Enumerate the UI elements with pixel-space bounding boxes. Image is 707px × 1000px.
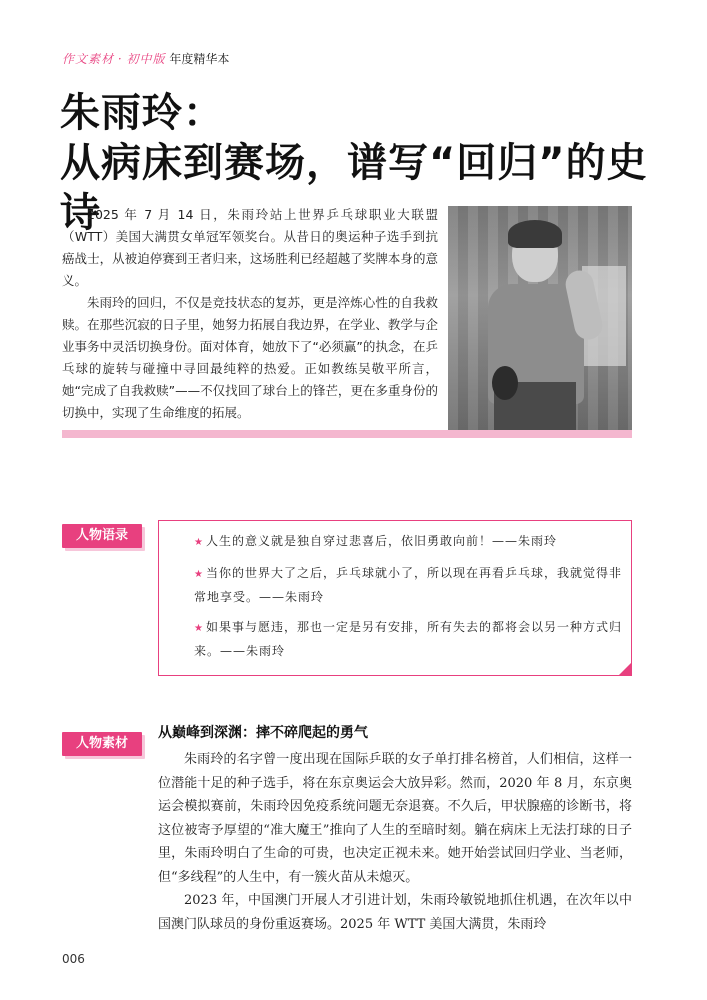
- quotes-section-tag: 人物语录: [62, 524, 142, 548]
- photo-paddle: [492, 366, 518, 400]
- body-paragraph-2: 2023 年，中国澳门开展人才引进计划，朱雨玲敏锐地抓住机遇，在次年以中国澳门队球员的身份重返赛场。2025 年 WTT 美国大满贯，朱雨玲: [158, 893, 632, 932]
- athlete-photo: [448, 206, 632, 430]
- intro-paragraph-2: 朱雨玲的回归，不仅是竞技状态的复苏，更是淬炼心性的自我救赎。在那些沉寂的日子里，她努力拓展自我边界，在学业、教学与企业事务中灵活切换身份。面对体育，她放下了“必须赢”的执念，在乒乓球的旋转与碰撞中寻回最纯粹的热爱。正如教练吴敬平所言，她“完成了自我救赎”——不仅找回了球台上的锋芒，更在多重身份的切换中，实现了生命维度的拓展。: [62, 295, 438, 420]
- issue-subtitle: 年度精华本: [169, 52, 230, 66]
- material-section-heading: 从巅峰到深渊：摔不碎爬起的勇气: [158, 725, 368, 741]
- body-paragraph-1: 朱雨玲的名字曾一度出现在国际乒联的女子单打排名榜首，人们相信，这样一位潜能十足的种子选手，将在东京奥运会大放异彩。然而，2020 年 8 月，东京奥运会模拟赛前，朱雨玲因免疫系统问题无奈退赛。不久后，甲状腺癌的诊断书，将这位被寄予厚望的“准大魔王”推向了人生的至暗时刻。躺在病床上无法打球的日子里，朱雨玲明白了生命的可贵，也决定正视未来。她开始尝试回归学业、当老师，但“多线程”的人生中，有一簇火苗从未熄灭。: [158, 752, 632, 885]
- quotes-list: [194, 530, 622, 670]
- magazine-edition: 初中版: [126, 52, 166, 66]
- quote-item: [194, 530, 622, 554]
- star-icon: ★: [194, 537, 204, 548]
- page-number: 006: [62, 952, 85, 966]
- header-separator: ·: [117, 52, 123, 66]
- running-header: [62, 50, 229, 67]
- magazine-brand: 作文素材: [62, 52, 115, 66]
- photo-athlete-hair: [508, 220, 562, 248]
- intro-text: [62, 204, 438, 424]
- quote-text: 如果事与愿违，那也一定是另有安排，所有失去的都将会以另一种方式归来。——朱雨玲: [194, 620, 622, 658]
- quote-text: 人生的意义就是独自穿过悲喜后，依旧勇敢向前！——朱雨玲: [205, 534, 557, 548]
- material-body-text: [158, 748, 632, 936]
- quote-item: [194, 616, 622, 662]
- material-section-tag: 人物素材: [62, 732, 142, 756]
- title-line-1: 朱雨玲：: [60, 90, 224, 136]
- star-icon: ★: [194, 623, 204, 634]
- quote-item: [194, 562, 622, 608]
- intro-paragraph-1: 2025 年 7 月 14 日，朱雨玲站上世界乒乓球职业大联盟（WTT）美国大满贯女单冠军领奖台。从昔日的奥运种子选手到抗癌战士，从被迫停赛到王者归来，这场胜利已经超越了奖牌本身的意义。: [62, 207, 438, 288]
- quote-text: 当你的世界大了之后，乒乓球就小了，所以现在再看乒乓球，我就觉得非常地享受。——朱雨玲: [194, 566, 622, 604]
- pink-divider-bar: [62, 430, 632, 438]
- title-line-2: 从病床到赛场，谱写“回归”的史诗: [60, 140, 648, 236]
- star-icon: ★: [194, 569, 204, 580]
